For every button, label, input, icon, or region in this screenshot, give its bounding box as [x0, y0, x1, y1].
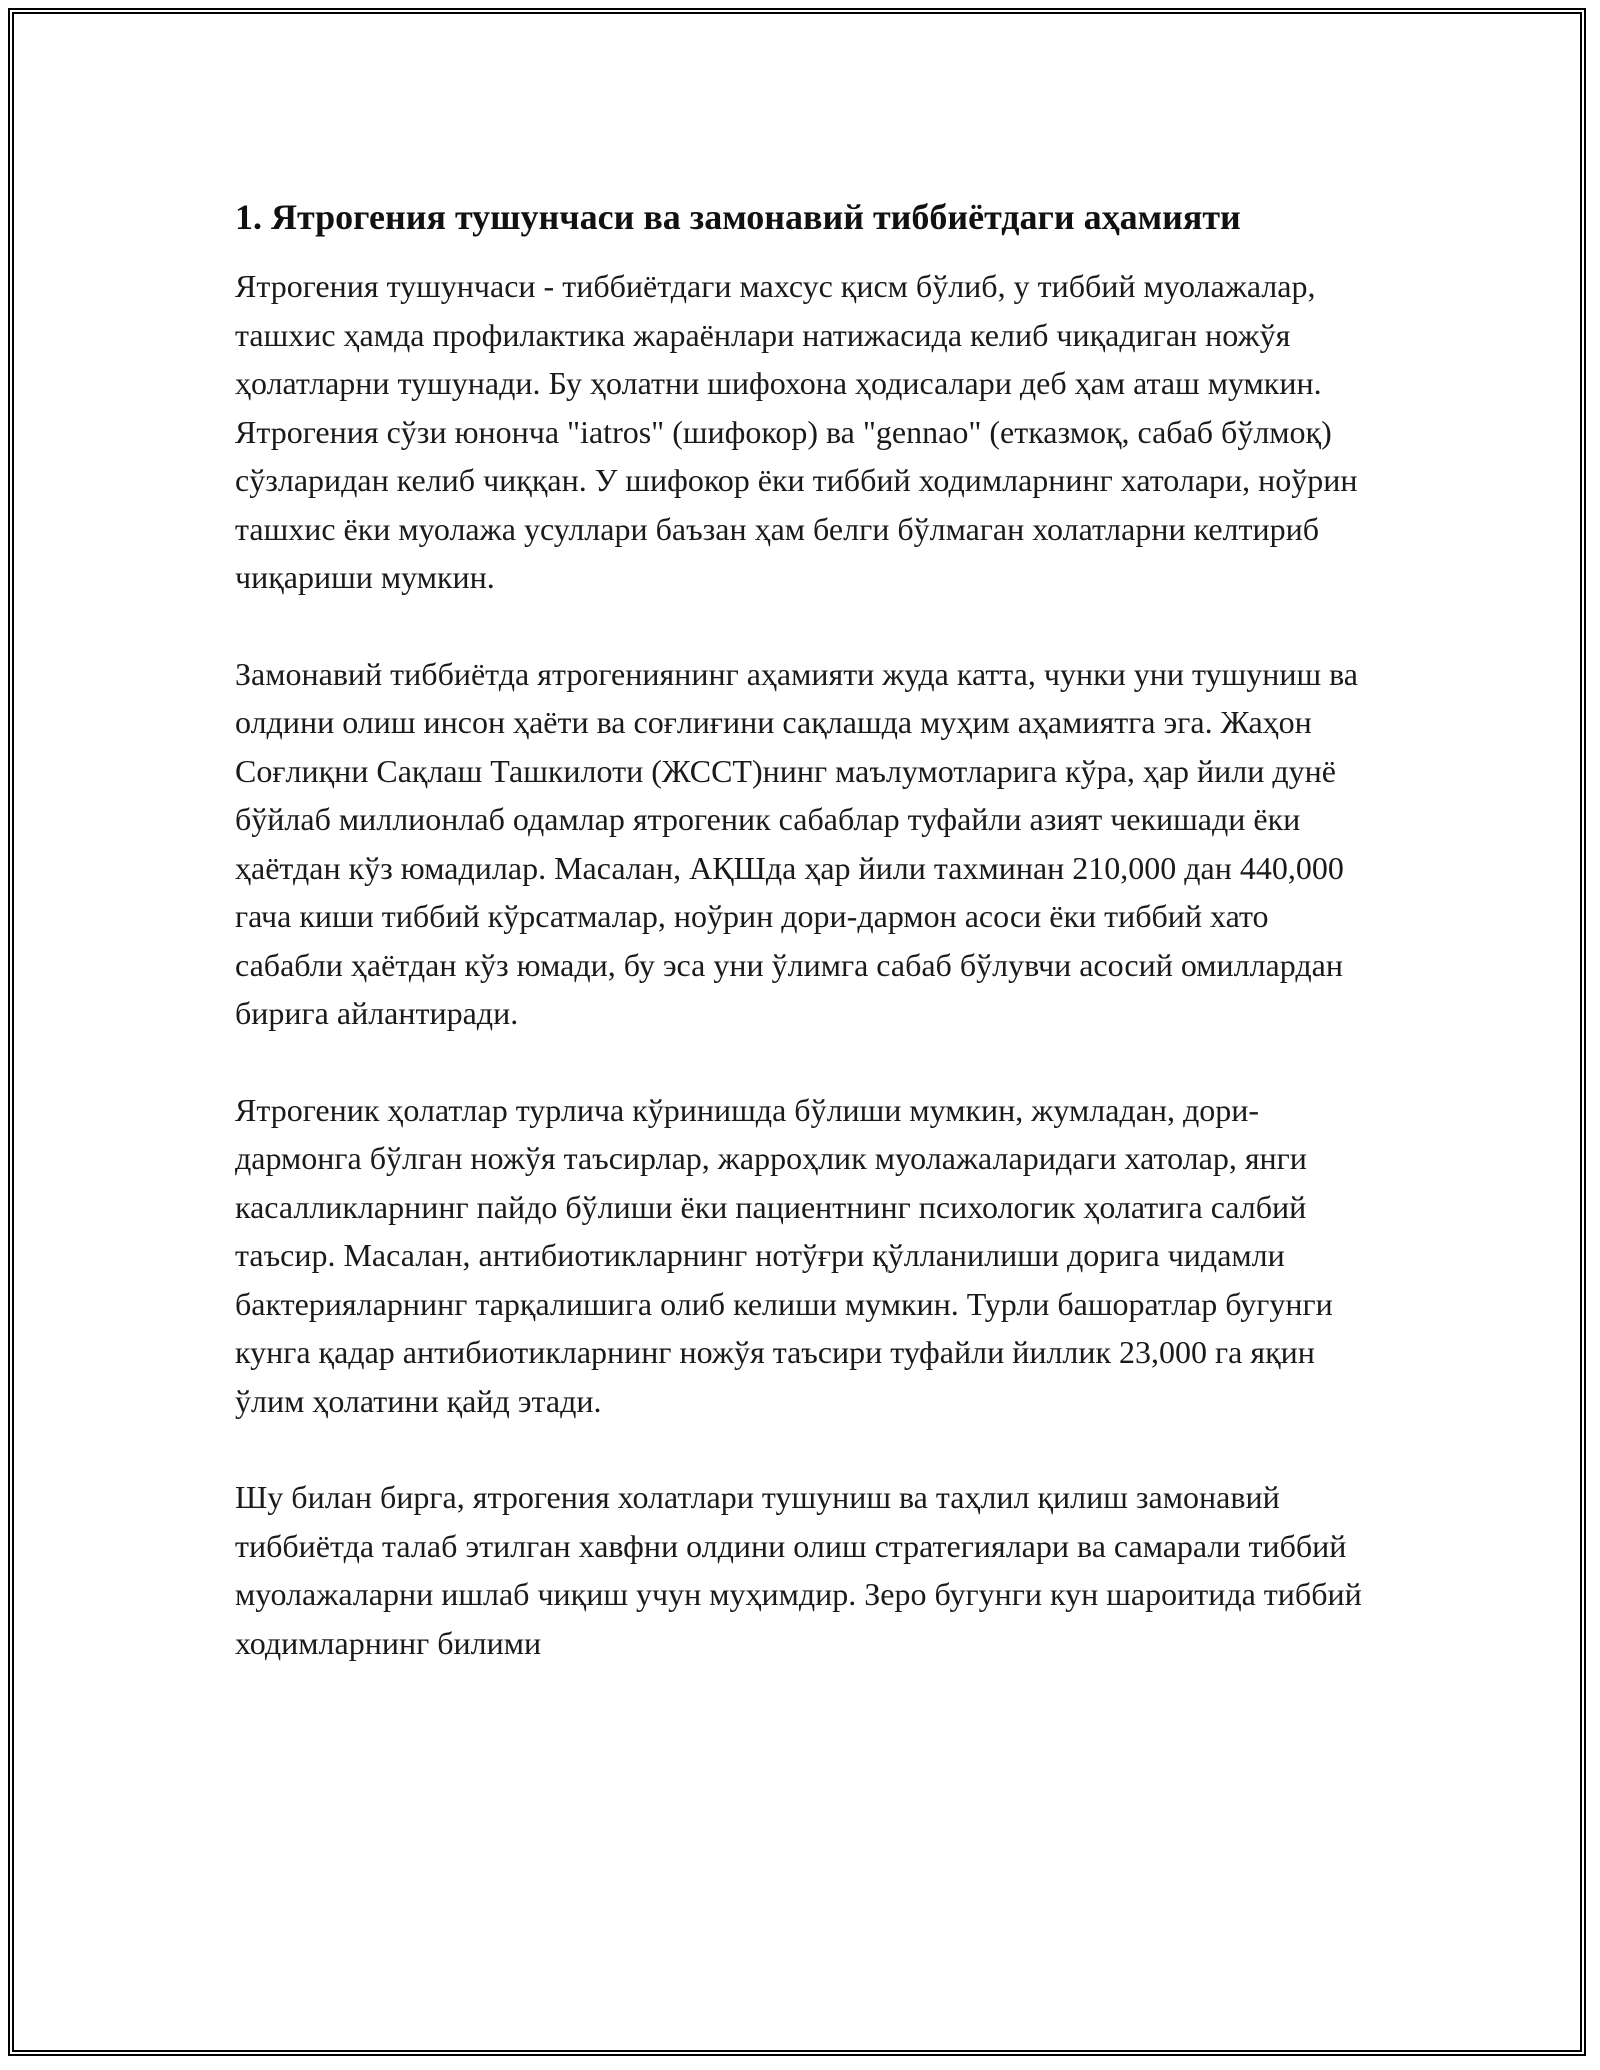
paragraph-definition: Ятрогения тушунчаси - тиббиётдаги махсус қисм бўлиб, у тиббий муолажалар, ташхис ҳамда профилактика жараёнлари натижасида келиб чиқадиган ножўя ҳолатларни тушунади. Бу ҳолатни шифохона ҳодисалари деб ҳам аташ мумкин. Ятрогения сўзи юнонча "iatros" (шифокор) ва "gennao" (етказмоқ, сабаб бўлмоқ) сўзларидан келиб чиққан. У шифокор ёки тиббий ходимларнинг хатолари, ноўрин ташхис ёки муолажа усуллари баъзан ҳам белги бўлмаган холатларни келтириб чиқариши мумкин. — [235, 268, 1358, 595]
section-heading: 1. Ятрогения тушунчаси ва замонавий тиббиётдаги аҳамияти — [235, 197, 1241, 237]
document-body — [235, 190, 1365, 1667]
paragraph-prevention: Шу билан бирга, ятрогения холатлари тушуниш ва таҳлил қилиш замонавий тиббиётда талаб этилган хавфни олдини олиш стратегиялари ва самарали тиббий муолажаларни ишлаб чиқиш учун муҳимдир. Зеро бугунги кун шароитида тиббий ходимларнинг билими — [235, 1479, 1362, 1661]
paragraph-importance: Замонавий тиббиётда ятрогениянинг аҳамияти жуда катта, чунки уни тушуниш ва олдини олиш инсон ҳаёти ва соғлиғини сақлашда муҳим аҳамиятга эга. Жаҳон Соғлиқни Сақлаш Ташкилоти (ЖССТ)нинг маълумотларига кўра, ҳар йили дунё бўйлаб миллионлаб одамлар ятрогеник сабаблар туфайли азият чекишади ёки ҳаётдан кўз юмадилар. Масалан, АҚШда ҳар йили тахминан 210,000 дан 440,000 гача киши тиббий кўрсатмалар, ноўрин дори-дармон асоси ёки тиббий хато сабабли ҳаётдан кўз юмади, бу эса уни ўлимга сабаб бўлувчи асосий омиллардан бирига айлантиради. — [235, 655, 1358, 1031]
paragraph-forms: Ятрогеник ҳолатлар турлича кўринишда бўлиши мумкин, жумладан, дори-дармонга бўлган ножўя таъсирлар, жарроҳлик муолажаларидаги хатолар, янги касалликларнинг пайдо бўлиши ёки пациентнинг психологик ҳолатига салбий таъсир. Масалан, антибиотикларнинг нотўғри қўлланилиши дорига чидамли бактерияларнинг тарқалишига олиб келиши мумкин. Турли башоратлар бугунги кунга қадар антибиотикларнинг ножўя таъсири туфайли йиллик 23,000 га яқин ўлим ҳолатини қайд этади. — [235, 1091, 1333, 1419]
